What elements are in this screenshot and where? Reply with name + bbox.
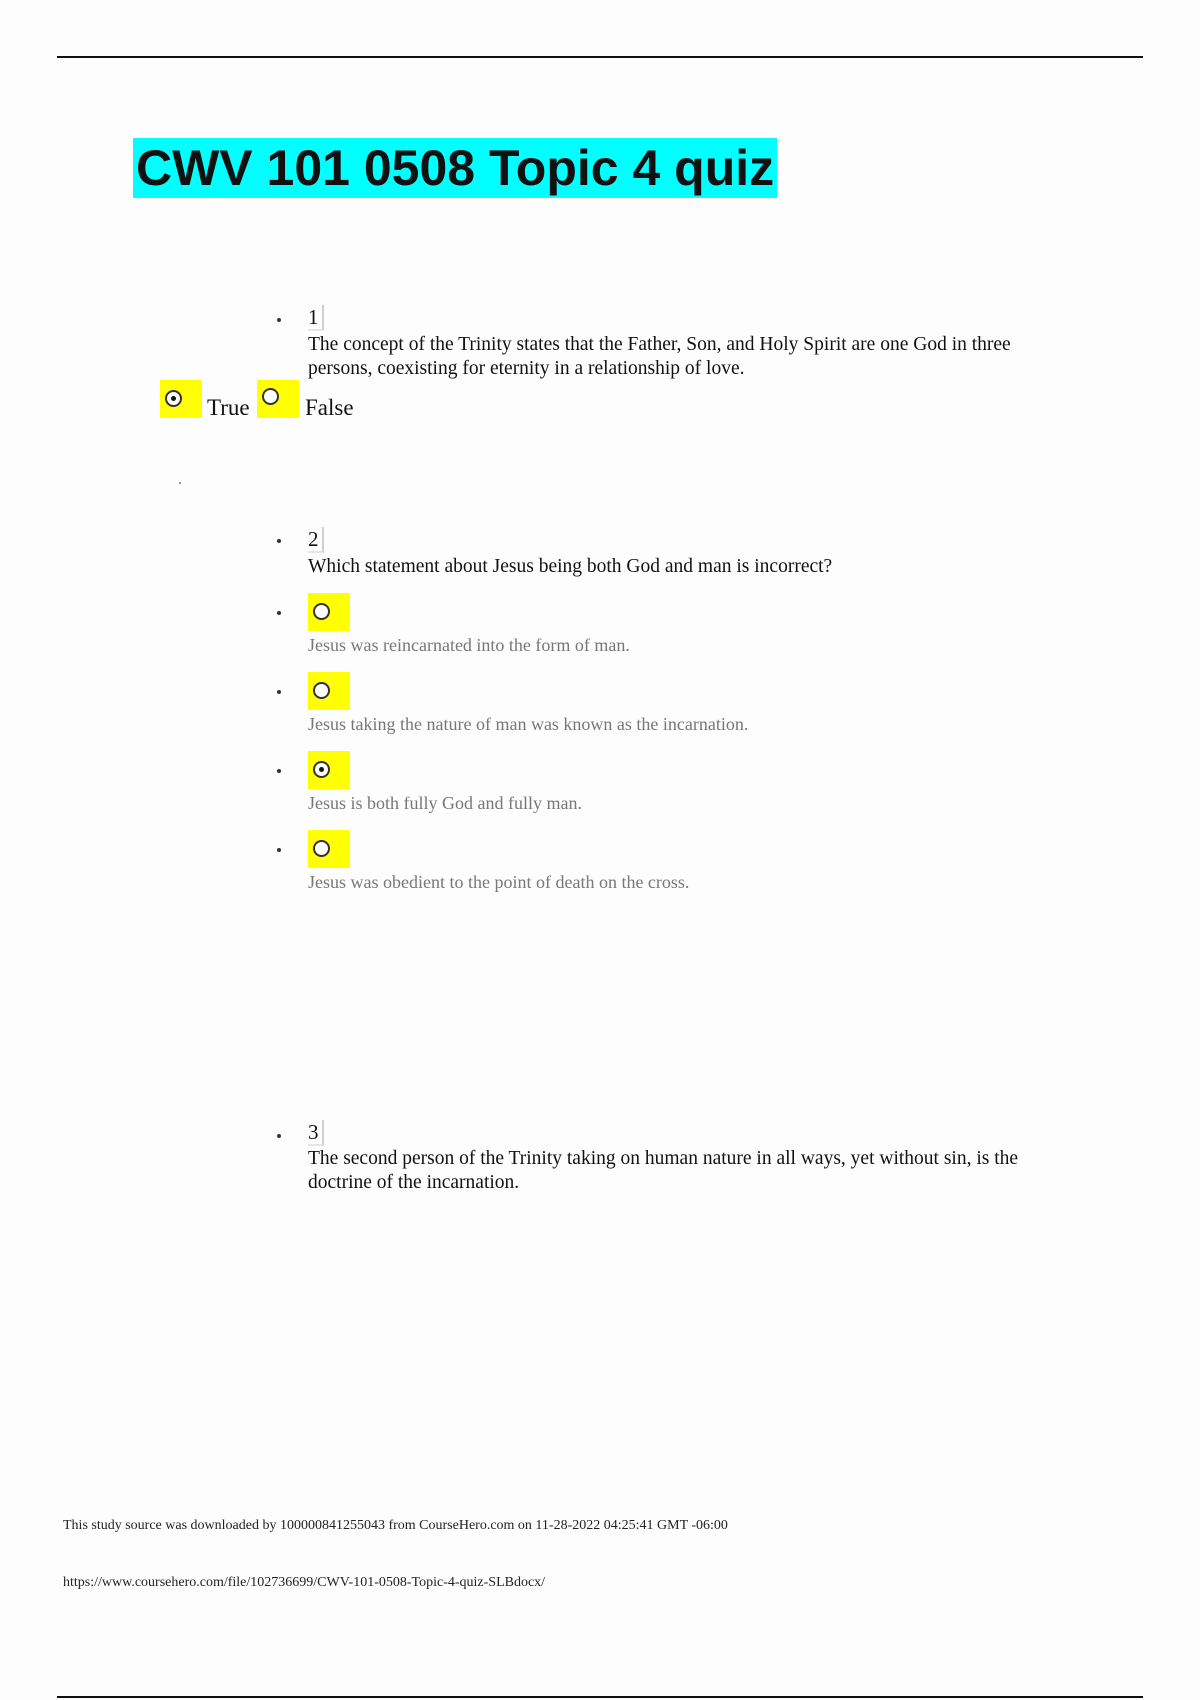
bullet-icon bbox=[277, 318, 281, 322]
bullet-icon bbox=[277, 611, 281, 615]
radio-unselected-icon[interactable] bbox=[313, 603, 330, 620]
option-false-radio-box[interactable] bbox=[257, 380, 299, 418]
page-title: CWV 101 0508 Topic 4 quiz bbox=[133, 138, 777, 198]
option-false-label: False bbox=[305, 395, 354, 420]
option-b-radio-box[interactable] bbox=[308, 672, 350, 710]
option-true-radio-box[interactable] bbox=[160, 380, 202, 418]
top-rule bbox=[57, 56, 1143, 58]
bullet-icon bbox=[277, 1134, 281, 1138]
option-true-label: True bbox=[207, 395, 250, 420]
radio-unselected-icon[interactable] bbox=[262, 388, 279, 405]
bullet-icon bbox=[277, 769, 281, 773]
bottom-rule bbox=[57, 1696, 1143, 1698]
source-url: https://www.coursehero.com/file/102736699/CWV-101-0508-Topic-4-quiz-SLBdocx/ bbox=[63, 1575, 546, 1590]
bullet-icon bbox=[277, 690, 281, 694]
question-3-text: The second person of the Trinity taking on human nature in all ways, yet without sin, is the doctrine of the incarnation. bbox=[308, 1148, 1019, 1193]
option-d-radio-box[interactable] bbox=[308, 830, 350, 868]
option-b-label: Jesus taking the nature of man was known as the incarnation. bbox=[308, 714, 749, 734]
bullet-icon bbox=[277, 848, 281, 852]
radio-selected-icon[interactable] bbox=[165, 390, 182, 407]
question-1-number: 1 bbox=[308, 305, 324, 331]
option-a-radio-box[interactable] bbox=[308, 593, 350, 631]
option-a-label: Jesus was reincarnated into the form of man. bbox=[308, 635, 630, 655]
option-c-label: Jesus is both fully God and fully man. bbox=[308, 793, 582, 813]
option-c-radio-box[interactable] bbox=[308, 751, 350, 789]
source-note: This study source was downloaded by 100000841255043 from CourseHero.com on 11-28-2022 04:25:41 GMT -06:00 bbox=[63, 1518, 728, 1533]
question-3-number: 3 bbox=[308, 1120, 324, 1146]
radio-unselected-icon[interactable] bbox=[313, 682, 330, 699]
bullet-icon bbox=[277, 539, 281, 543]
question-1-text: The concept of the Trinity states that the Father, Son, and Holy Spirit are one God in three persons, coexisting for eternity in a relationship of love. bbox=[308, 334, 1011, 379]
radio-selected-icon[interactable] bbox=[313, 761, 330, 778]
option-d-label: Jesus was obedient to the point of death on the cross. bbox=[308, 872, 690, 892]
question-2-number: 2 bbox=[308, 527, 324, 553]
question-2-text: Which statement about Jesus being both God and man is incorrect? bbox=[308, 556, 833, 577]
radio-unselected-icon[interactable] bbox=[313, 840, 330, 857]
stray-dot bbox=[179, 482, 181, 484]
